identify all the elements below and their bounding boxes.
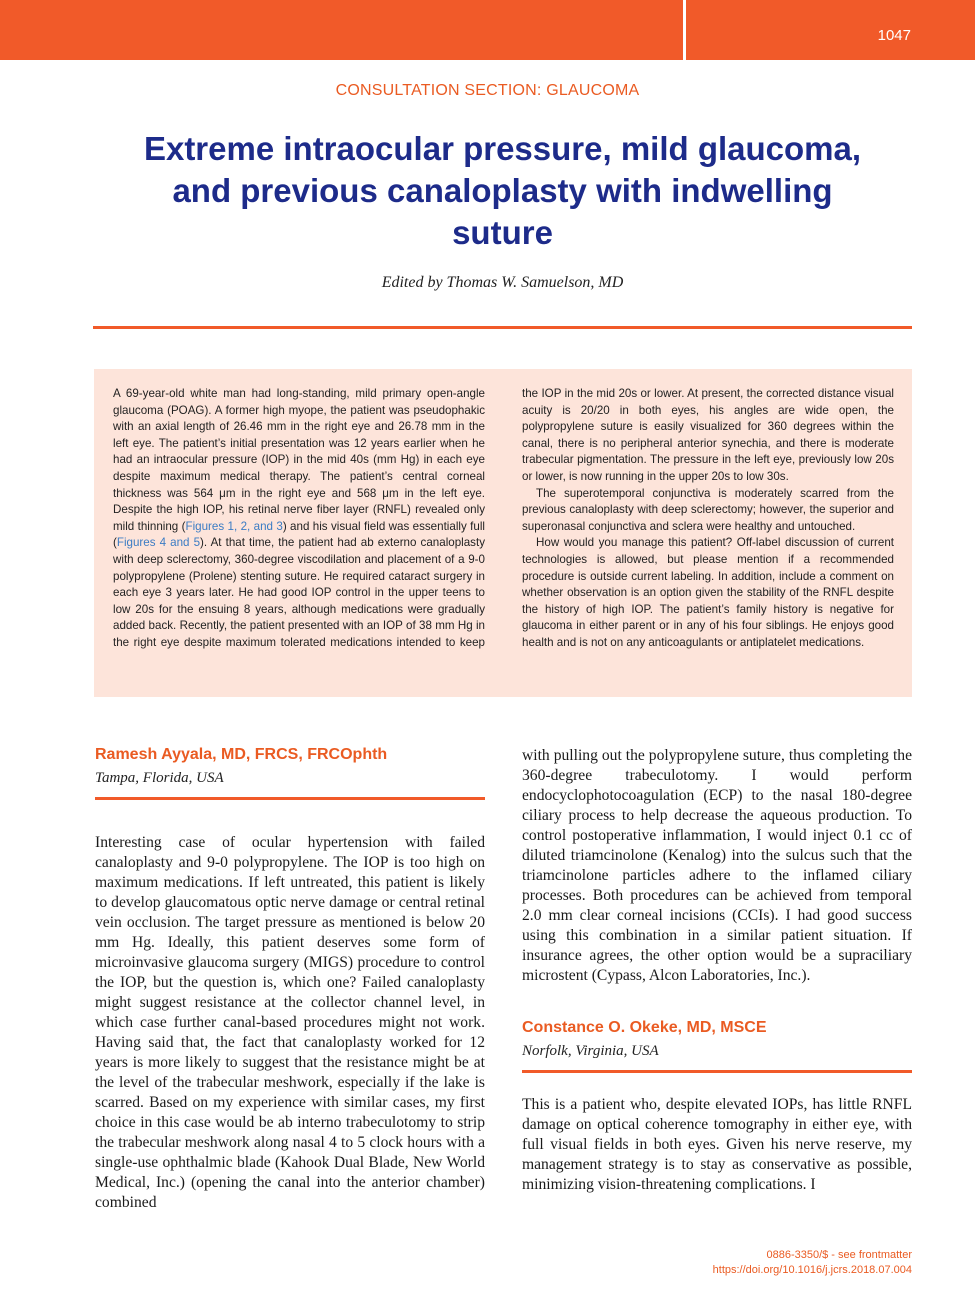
doi-link[interactable]: https://doi.org/10.1016/j.jcrs.2018.07.004 <box>712 1264 912 1276</box>
response-ayyala <box>95 746 485 1213</box>
case-paragraph: The superotemporal conjunctiva is moderately scarred from the previous canaloplasty with deep sclerectomy; however, the superior and superonasal conjunctiva and sclera were healthy and untouched. <box>522 486 894 533</box>
header-bar <box>0 0 683 60</box>
header-bar-page <box>686 0 975 60</box>
author-name: Constance O. Okeke, MD, MSCE <box>522 1019 767 1036</box>
response-text: with pulling out the polypropylene suture, thus completing the 360-degree trabeculotomy. I would perform endocyclophotocoagulation (ECP) to the nasal 180-degree ciliary process to help decrease the aqueous production. To control postoperative inflammation, I would inject 0.1 cc of diluted triamcinolone (Kenalog) into the sulcus such that the triamcinolone particles adhere to the inflamed ciliary processes. Both procedures can be achieved from temporal 2.0 mm clear corneal incisions (CCIs). I had good success using this combination in a similar patient situation. If insurance agrees, the other option would be a supraciliary microstent (Cypass, Alcon Laboratories, Inc.). <box>522 747 912 984</box>
response-column-right <box>522 746 912 1195</box>
section-label: CONSULTATION SECTION: GLAUCOMA <box>335 82 640 99</box>
divider <box>522 1070 912 1073</box>
divider <box>93 326 912 329</box>
response-okeke <box>522 1019 912 1195</box>
figure-link[interactable]: Figures 4 and 5 <box>116 536 201 550</box>
response-text: Interesting case of ocular hypertension with failed canaloplasty and 9-0 polypropylene. The IOP is too high on maximum medications. If left untreated, this patient is likely to develop glaucomatous optic nerve damage or central retinal vein occlusion. The target pressure as mentioned is below 20 mm Hg. Ideally, this patient deserves some form of microinvasive glaucoma surgery (MIGS) procedure to control the IOP, but the question is, which one? Failed canaloplasty might suggest resistance at the collector channel level, in which case further canal-based procedures might not work. Having said that, the fact that canaloplasty worked for 12 years is more likely to suggest that the resistance might be at the level of the trabecular meshwork, especially if the lake is scarred. Based on my experience with similar cases, my first choice in this case would be ab interno trabeculotomy to strip the trabecular meshwork along nasal 4 to 5 clock hours with a single-use ophthalmic blade (Kahook Dual Blade, New World Medical, Inc.) (opening the canal into the anterior chamber) combined <box>95 834 485 1211</box>
footer-issn: 0886-3350/$ - see frontmatter <box>766 1249 912 1261</box>
article-title: Extreme intraocular pressure, mild glaucoma, and previous canaloplasty with indwelling suture <box>143 130 862 251</box>
author-location: Tampa, Florida, USA <box>95 770 224 786</box>
case-paragraph: How would you manage this patient? Off-label discussion of current technologies is allowed, but please mention if a recommended procedure is outside current labeling. In addition, include a comment on whether observation is an option given the stability of the RNFL despite the history of high IOP. The patient’s family history is negative for glaucoma in either parent or in any of his four siblings. He enjoys good health and is not on any anticoagulants or antiplatelet medications. <box>522 536 894 649</box>
page-number: 1047 <box>877 27 911 44</box>
author-location: Norfolk, Virginia, USA <box>522 1043 659 1059</box>
footer <box>713 1248 912 1278</box>
author-name: Ramesh Ayyala, MD, FRCS, FRCOphth <box>95 746 388 763</box>
response-text: This is a patient who, despite elevated IOPs, has little RNFL damage on optical coherence tomography in either eye, with full visual fields in both eyes. Given his nerve reserve, my management strategy is to stay as conservative as possible, minimizing vision-threatening complications. I <box>522 1096 912 1193</box>
figure-link[interactable]: Figures 1, 2, and 3 <box>185 519 283 533</box>
case-paragraph: A 69-year-old white man had long-standing, mild primary open-angle glaucoma (POAG). A former high myope, the patient was pseudophakic with an axial length of 26.46 mm in the right eye and 26.78 mm in the left eye. The patient’s initial presentation was 12 years earlier when he had an intraocular pressure (IOP) in the mid 40s (mm Hg) in each eye despite maximum medical therapy. The patient’s central corneal thickness was 564 μm in the right eye and 568 μm in the left eye. Despite the high IOP, his retinal nerve fiber layer (RNFL) revealed only mild thinning (Figures 1, 2, and 3) and his visual field was essentially full (Figures 4 and 5). At that time, the patient had ab externo canaloplasty with deep sclerectomy, 360-degree viscodilation and placement of a 9-0 polypropylene (Prolene) stenting suture. He required cataract surgery in each eye 3 years later. He had good IOP control in the upper teens to low 20s for the ensuing 8 years, although medications were gradually added back. Recently, the patient presented with an IOP of 38 mm Hg in the right eye despite maximum tolerated medications intended to keep the IOP in the mid 20s or lower. At present, the corrected distance visual acuity is 20/20 in both eyes, his angles are wide open, the polypropylene suture is easily visualized for 360 degrees within the canal, there is no peripheral anterior synechia, and there is moderate trabecular pigmentation. The pressure in the left eye, previously low 20s or lower, is now running in the upper 20s to low 30s. <box>113 387 894 649</box>
case-presentation <box>113 386 894 652</box>
editor-line: Edited by Thomas W. Samuelson, MD <box>381 274 624 291</box>
divider <box>95 797 485 800</box>
